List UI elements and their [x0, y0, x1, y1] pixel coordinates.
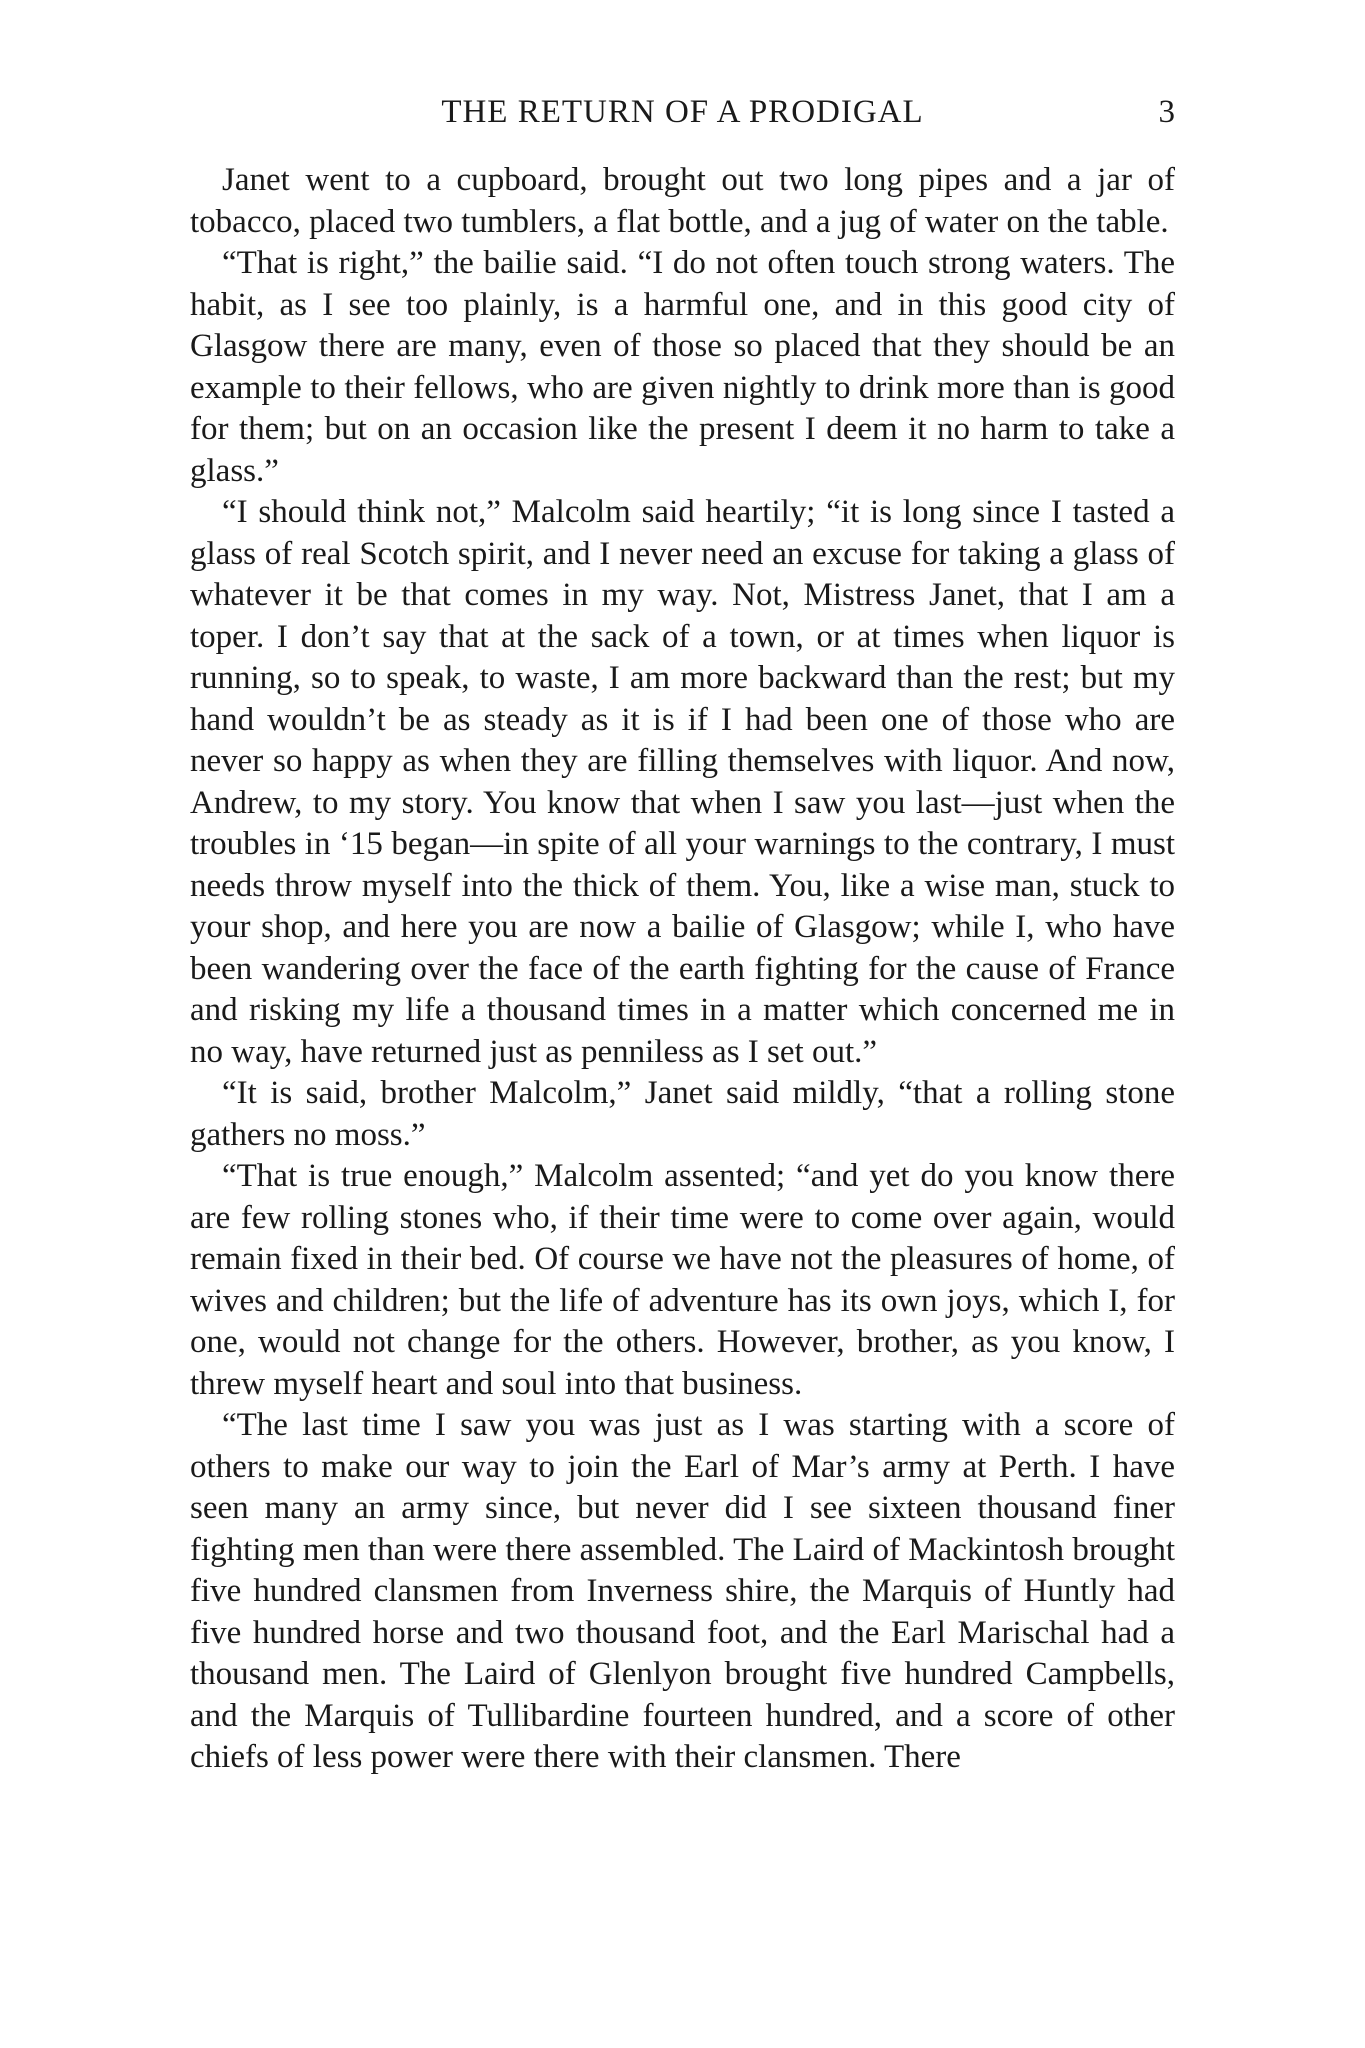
paragraph: “I should think not,” Malcolm said heartily; “it is long since I tasted a glass of real Scotch spirit, and I never need an excuse for taking a glass of whatever it be that comes in my way. Not, Mistress Janet, that I am a toper. I don’t say that at the sack of a town, or at times when liquor is running, so to speak, to waste, I am more backward than the rest; but my hand wouldn’t be as steady as it is if I had been one of those who are never so happy as when they are filling themselves with liquor. And now, Andrew, to my story. You know that when I saw you last—just when the troubles in ‘15 began—in spite of all your warnings to the contrary, I must needs throw myself into the thick of them. You, like a wise man, stuck to your shop, and here you are now a bailie of Glasgow; while I, who have been wandering over the face of the earth fighting for the cause of France and risking my life a thousand times in a matter which concerned me in no way, have returned just as penniless as I set out.”: [190, 494, 1175, 1070]
running-head: [190, 88, 1175, 136]
paragraph: “The last time I saw you was just as I was starting with a score of others to make our way to join the Earl of Mar’s army at Perth. I have seen many an army since, but never did I see sixteen thousand finer fighting men than were there assembled. The Laird of Mackintosh brought five hundred clansmen from Inverness shire, the Marquis of Huntly had five hundred horse and two thousand foot, and the Earl Marischal had a thousand men. The Laird of Glenlyon brought five hundred Campbells, and the Marquis of Tullibardine fourteen hundred, and a score of other chiefs of less power were there with their clansmen. There: [190, 1407, 1175, 1775]
running-title: THE RETURN OF A PRODIGAL: [441, 94, 924, 130]
paragraph: “That is right,” the bailie said. “I do not often touch strong waters. The habit, as I see too plainly, is a harmful one, and in this good city of Glasgow there are many, even of those so placed that they should be an example to their fellows, who are given nightly to drink more than is good for them; but on an occasion like the present I deem it no harm to take a glass.”: [190, 245, 1175, 489]
page-number: 3: [1158, 94, 1175, 130]
paragraph: “That is true enough,” Malcolm assented; “and yet do you know there are few rolling stones who, if their time were to come over again, would remain fixed in their bed. Of course we have not the pleasures of home, of wives and children; but the life of adventure has its own joys, which I, for one, would not change for the others. However, brother, as you know, I threw myself heart and soul into that business.: [190, 1158, 1175, 1402]
paragraph: Janet went to a cupboard, brought out two long pipes and a jar of tobacco, placed two tumblers, a flat bottle, and a jug of water on the table.: [190, 162, 1175, 240]
paragraph: “It is said, brother Malcolm,” Janet said mildly, “that a rolling stone gathers no moss.”: [190, 1075, 1175, 1153]
body-text: [190, 160, 1175, 1779]
